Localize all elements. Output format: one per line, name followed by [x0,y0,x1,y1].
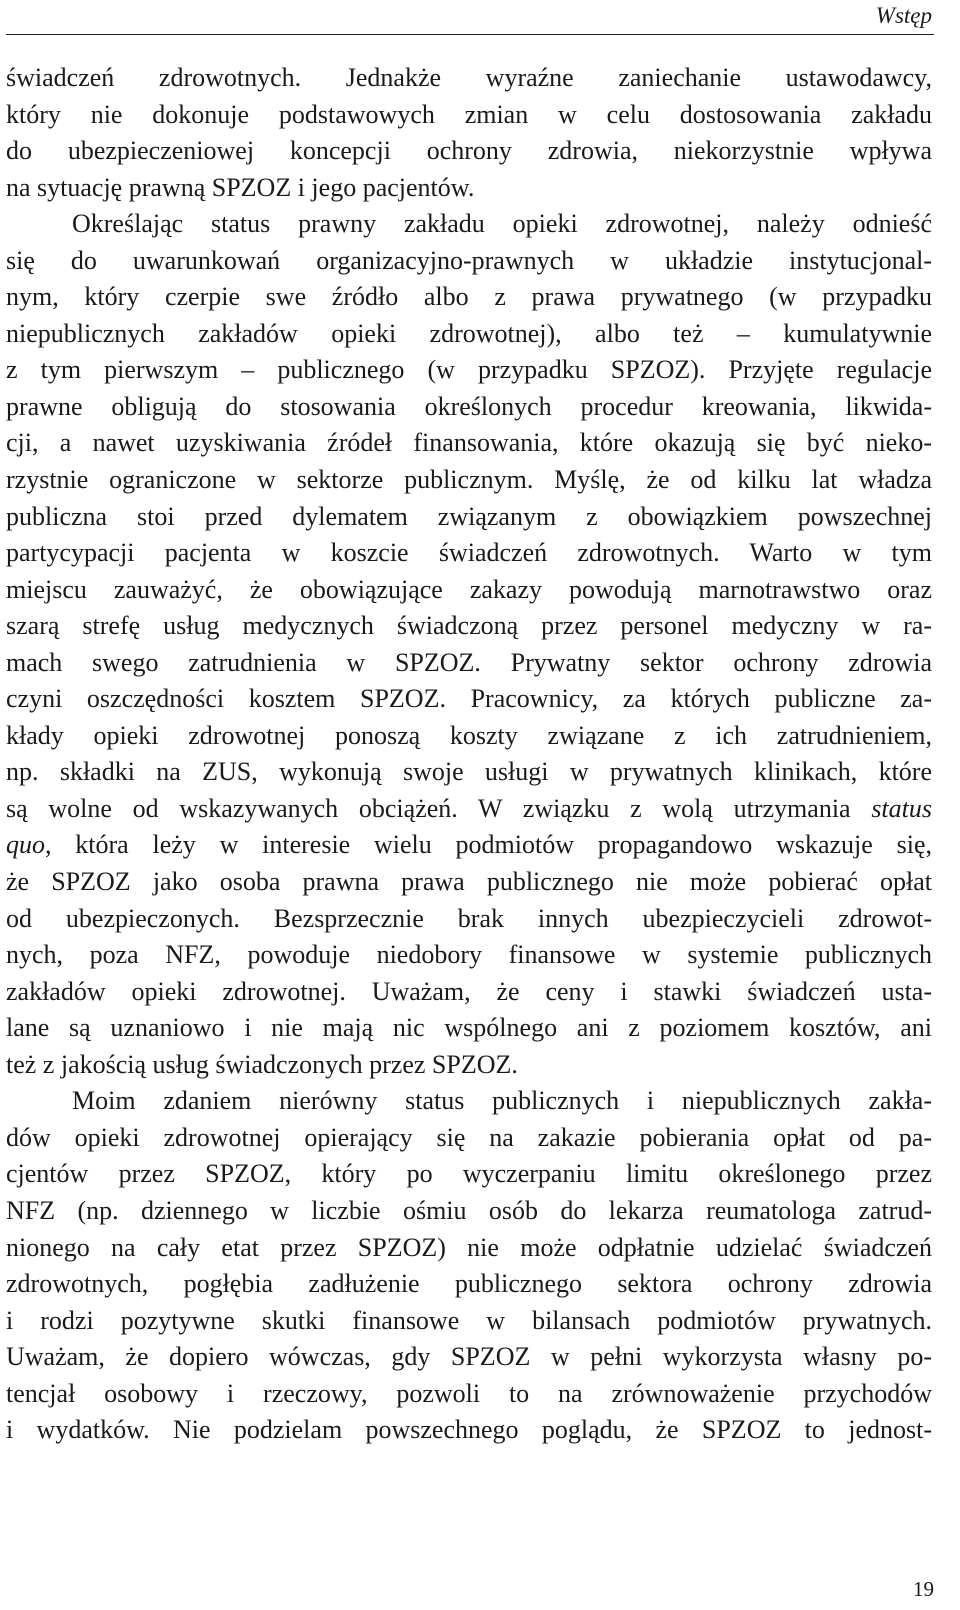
text-line: niepublicznych zakładów opieki zdrowotnej), albo też – kumulatywnie [6,318,932,348]
text-line: nych, poza NFZ, powoduje niedobory finansowe w systemie publicznych [6,940,932,970]
text-line: rzystnie ograniczone w sektorze publicznym. Myślę, że od kilku lat władza [6,465,932,495]
text-line: że SPZOZ jako osoba prawna prawa publicznego nie może pobierać opłat [6,867,932,897]
text-line: np. składki na ZUS, wykonują swoje usługi w prywatnych klinikach, które [6,757,932,787]
text-line: z tym pierwszym – publicznego (w przypadku SPZOZ). Przyjęte regulacje [6,355,932,385]
body-text [6,60,932,1449]
text-line: na sytuację prawną SPZOZ i jego pacjentów. [6,172,475,202]
text-line: cjentów przez SPZOZ, który po wyczerpaniu limitu określonego przez [6,1159,932,1189]
text-line: dów opieki zdrowotnej opierający się na zakazie pobierania opłat od pa- [6,1122,932,1152]
text-line: nionego na cały etat przez SPZOZ) nie może odpłatnie udzielać świadczeń [6,1232,932,1262]
text-line: publiczna stoi przed dylematem związanym z obowiązkiem powszechnej [6,501,932,531]
text-line: lane są uznaniowo i nie mają nic wspólnego ani z poziomem kosztów, ani [6,1013,932,1043]
text-line: Określając status prawny zakładu opieki zdrowotnej, należy odnieść [72,209,932,239]
text-line: i rodzi pozytywne skutki finansowe w bilansach podmiotów prywatnych. [6,1305,932,1335]
text-line: od ubezpieczonych. Bezsprzecznie brak innych ubezpieczycieli zdrowot- [6,903,932,933]
page-number: 19 [913,1577,934,1601]
text-line: są wolne od wskazywanych obciążeń. W związku z wolą utrzymania status [6,793,932,823]
text-line: do ubezpieczeniowej koncepcji ochrony zdrowia, niekorzystnie wpływa [6,136,932,166]
text-line: cji, a nawet uzyskiwania źródeł finansowania, które okazują się być nieko- [6,428,932,458]
text-line: mach swego zatrudnienia w SPZOZ. Prywatny sektor ochrony zdrowia [6,647,932,677]
text-line: zakładów opieki zdrowotnej. Uważam, że ceny i stawki świadczeń usta- [6,976,932,1006]
text-line: prawne obligują do stosowania określonych procedur kreowania, likwida- [6,391,932,421]
running-head-title: Wstęp [875,3,932,28]
text-line: który nie dokonuje podstawowych zmian w celu dostosowania zakładu [6,99,932,129]
text-line: tencjał osobowy i rzeczowy, pozwoli to na zrównoważenie przychodów [6,1378,932,1408]
text-line: quo, która leży w interesie wielu podmiotów propagandowo wskazuje się, [6,830,932,860]
running-head [6,0,934,35]
text-line: zdrowotnych, pogłębia zadłużenie publicznego sektora ochrony zdrowia [6,1269,932,1299]
text-line: i wydatków. Nie podzielam powszechnego poglądu, że SPZOZ to jednost- [6,1415,932,1445]
text-line: partycypacji pacjenta w koszcie świadczeń zdrowotnych. Warto w tym [6,538,932,568]
latin-phrase: status [871,793,932,823]
text-line: się do uwarunkowań organizacyjno-prawnych w układzie instytucjonal- [6,245,932,275]
text-line: czyni oszczędności kosztem SPZOZ. Pracownicy, za których publiczne za- [6,684,932,714]
text-line: miejscu zauważyć, że obowiązujące zakazy powodują marnotrawstwo oraz [6,574,932,604]
text-line: też z jakością usług świadczonych przez SPZOZ. [6,1049,518,1079]
latin-phrase: quo [6,830,45,860]
text-line: świadczeń zdrowotnych. Jednakże wyraźne zaniechanie ustawodawcy, [6,63,932,92]
text-line: Uważam, że dopiero wówczas, gdy SPZOZ w pełni wykorzysta własny po- [6,1342,932,1372]
text-line: nym, który czerpie swe źródło albo z prawa prywatnego (w przypadku [6,282,932,312]
text-line: kłady opieki zdrowotnej ponoszą koszty związane z ich zatrudnieniem, [6,720,932,750]
text-line: Moim zdaniem nierówny status publicznych i niepublicznych zakła- [72,1086,932,1116]
text-line: szarą strefę usług medycznych świadczoną przez personel medyczny w ra- [6,611,932,641]
text-line: NFZ (np. dziennego w liczbie ośmiu osób do lekarza reumatologa zatrud- [6,1195,932,1225]
